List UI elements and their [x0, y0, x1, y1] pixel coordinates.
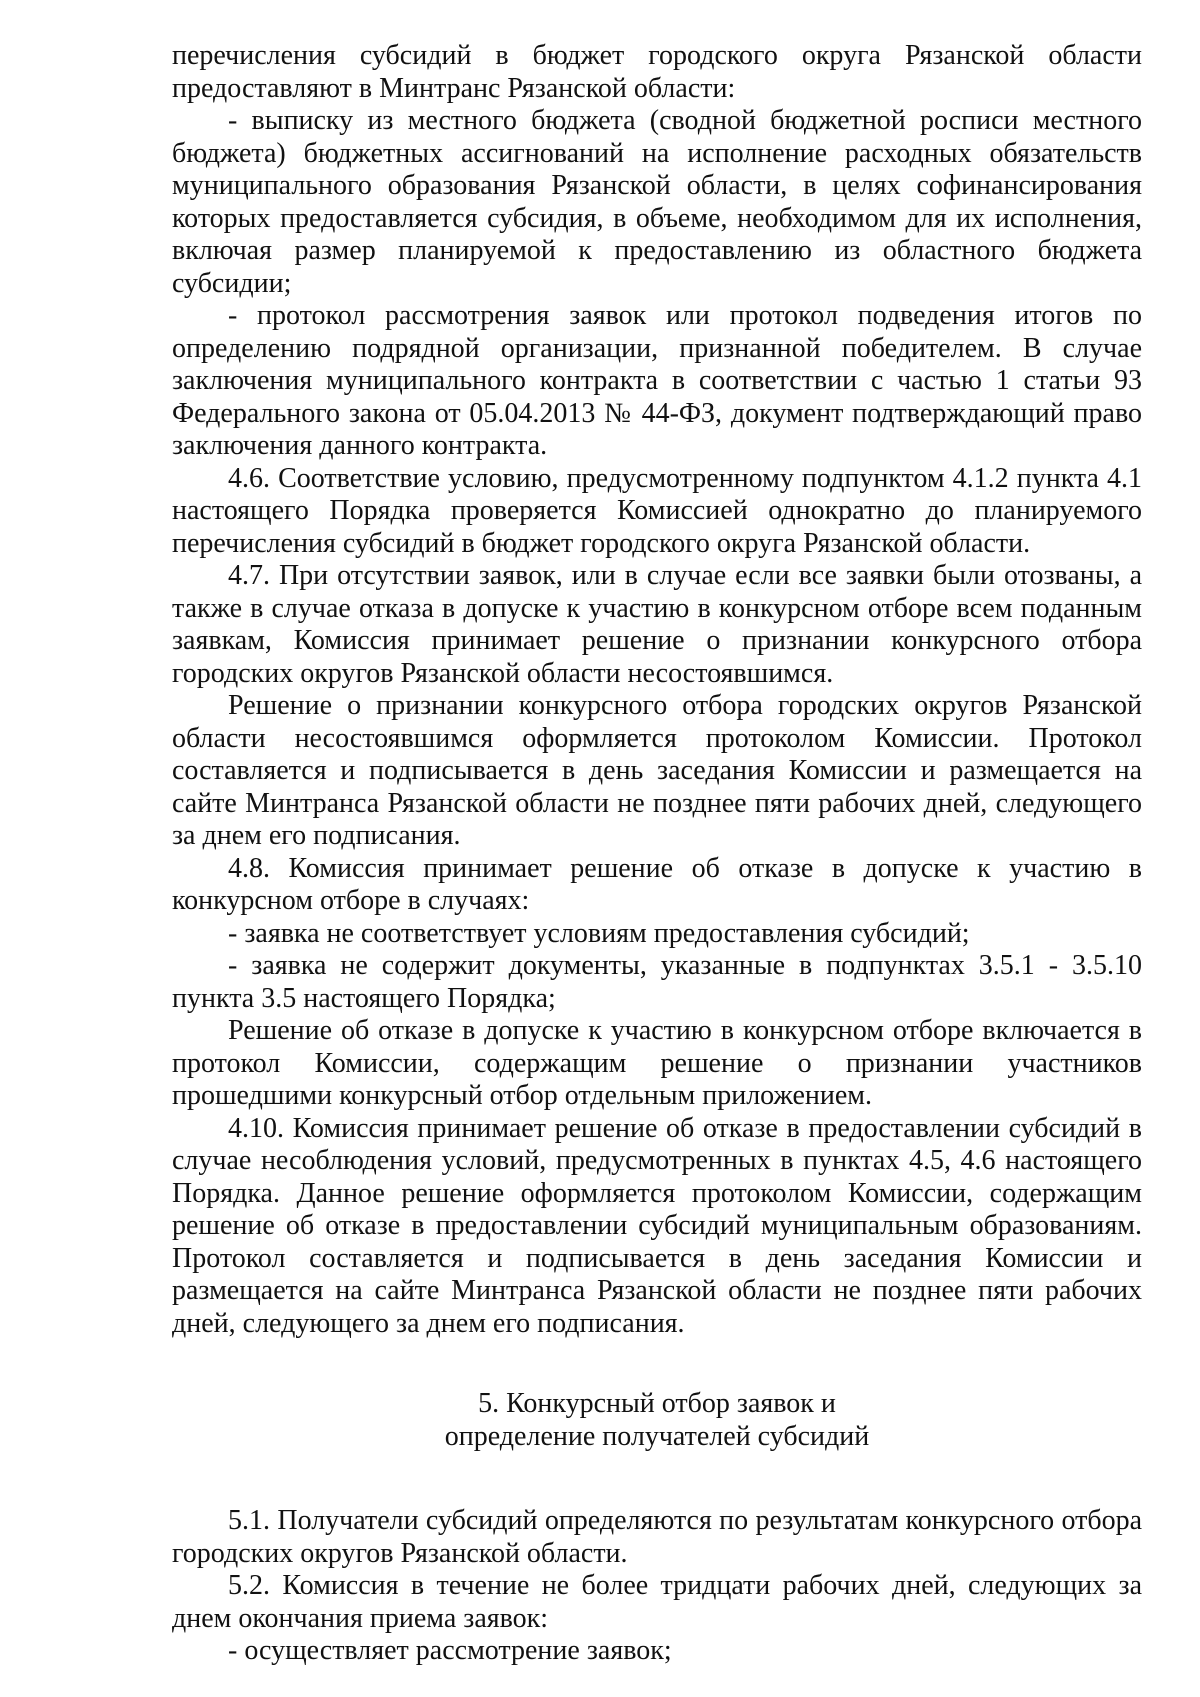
document-page	[172, 40, 1142, 1668]
paragraph: - выписку из местного бюджета (сводной бюджетной росписи местного бюджета) бюджетных ассигнований на исполнение расходных обязательств муниципального образования Рязанской области, в целях софинансирования которых предоставляется субсидия, в объеме, необходимом для их исполнения, включая размер планируемой к предоставлению из областного бюджета субсидии;	[172, 105, 1142, 299]
section-heading-line-1: 5. Конкурсный отбор заявок и	[478, 1388, 836, 1419]
paragraph: - заявка не соответствует условиям предоставления субсидий;	[228, 917, 970, 949]
paragraph: 4.6. Соответствие условию, предусмотренному подпунктом 4.1.2 пункта 4.1 настоящего Порядка проверяется Комиссией однократно до планируемого перечисления субсидий в бюджет городского округа Рязанской области.	[172, 462, 1142, 559]
paragraph: перечисления субсидий в бюджет городского округа Рязанской области предоставляют в Минтранс Рязанской области:	[172, 40, 1142, 104]
paragraph: Решение о признании конкурсного отбора городских округов Рязанской области несостоявшимся оформляется протоколом Комиссии. Протокол составляется и подписывается в день заседания Комиссии и размещается на сайте Минтранса Рязанской области не позднее пяти рабочих дней, следующего за днем его подписания.	[172, 690, 1142, 851]
paragraph: - протокол рассмотрения заявок или протокол подведения итогов по определению подрядной организации, признанной победителем. В случае заключения муниципального контракта в соответствии с частью 1 статьи 93 Федерального закона от 05.04.2013 № 44-ФЗ, документ подтверждающий право заключения данного контракта.	[172, 300, 1142, 461]
paragraph: 5.2. Комиссия в течение не более тридцати рабочих дней, следующих за днем окончания приема заявок:	[172, 1570, 1142, 1634]
paragraph: Решение об отказе в допуске к участию в конкурсном отборе включается в протокол Комиссии, содержащим решение о признании участников прошедшими конкурсный отбор отдельным приложением.	[172, 1015, 1142, 1111]
paragraph: 4.7. При отсутствии заявок, или в случае если все заявки были отозваны, а также в случае отказа в допуске к участию в конкурсном отборе всем поданным заявкам, Комиссия принимает решение о признании конкурсного отбора городских округов Рязанской области несостоявшимся.	[172, 560, 1142, 689]
section-heading-line-2: определение получателей субсидий	[444, 1420, 870, 1452]
section-heading	[172, 1388, 1142, 1453]
paragraph: 4.8. Комиссия принимает решение об отказе в допуске к участию в конкурсном отборе в случаях:	[172, 852, 1142, 916]
paragraph: 4.10. Комиссия принимает решение об отказе в предоставлении субсидий в случае несоблюдения условий, предусмотренных в пунктах 4.5, 4.6 настоящего Порядка. Данное решение оформляется протоколом Комиссии, содержащим решение об отказе в предоставлении субсидий муниципальным образованиям. Протокол составляется и подписывается в день заседания Комиссии и размещается на сайте Минтранса Рязанской области не позднее пяти рабочих дней, следующего за днем его подписания.	[172, 1112, 1142, 1339]
paragraph: - осуществляет рассмотрение заявок;	[228, 1635, 672, 1666]
paragraph: 5.1. Получатели субсидий определяются по результатам конкурсного отбора городских округов Рязанской области.	[172, 1505, 1142, 1569]
paragraph: - заявка не содержит документы, указанные в подпунктах 3.5.1 - 3.5.10 пункта 3.5 настоящего Порядка;	[172, 950, 1142, 1014]
